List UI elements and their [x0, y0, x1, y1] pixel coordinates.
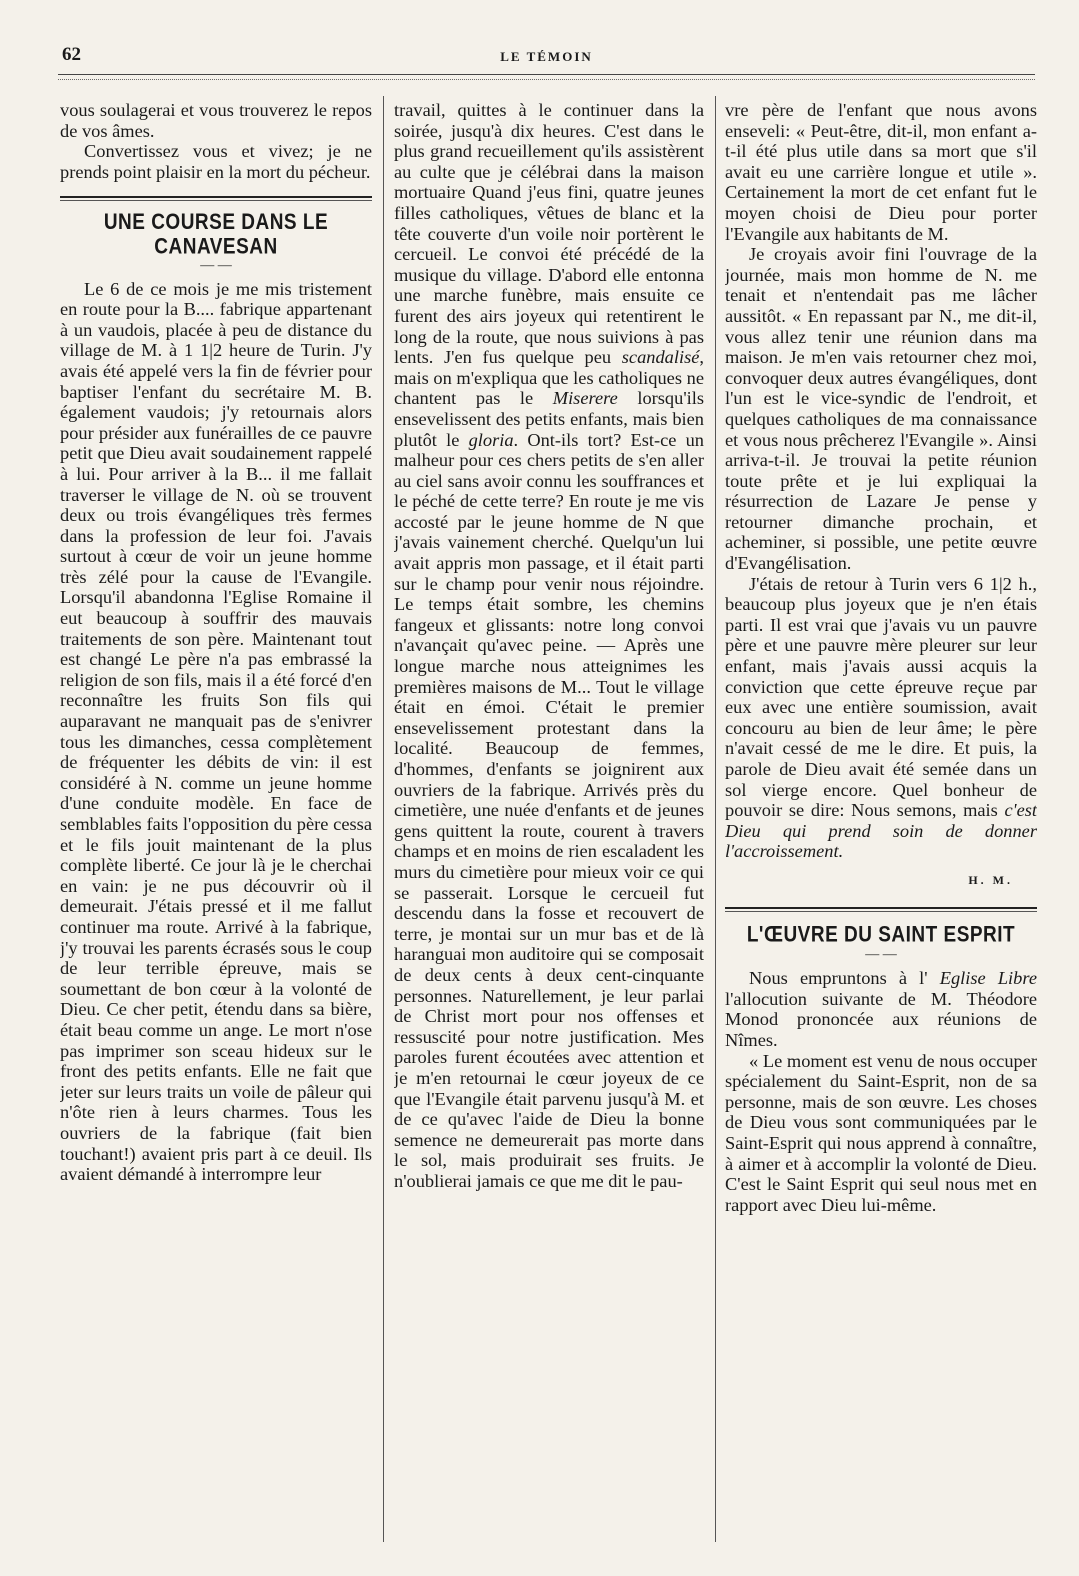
text-run: , mais on m'expliqua que les catholiques ne chantent pas le: [394, 347, 704, 409]
italic-text: Eglise Libre: [939, 968, 1037, 989]
paragraph: Je croyais avoir fini l'ouvrage de la journée, mais mon homme de N. me tenait et n'entendait pas me lâcher aussitôt. « En repassant par N., me dit-il, vous allez tenir une réunion dans ma maison. Je m'en vais retourner chez moi, convoquer deux autres évangéliques, dont l'un est le vice-syndic de l'endroit, et quelques catholiques de ma connaissance et vous nous prêcherez l'Evangile ». Ainsi arriva-t-il. Je trouvai la petite réunion toute prête et je lui expliquai la résurrection de Lazare Je pense y retourner dimanche prochain, et acheminer, si possible, une petite œuvre d'Evangélisation.: [725, 244, 1037, 574]
section-rule: [60, 200, 372, 201]
paragraph: « Le moment est venu de nous occuper spécialement du Saint-Esprit, non de sa personne, mais de son œuvre. Les choses de Dieu vous sont communiquées par le Saint-Esprit qui nous apprend à connaître, à aimer et à accomplir la volonté de Dieu. C'est le Saint Esprit qui seul nous met en rapport avec Dieu lui-même.: [725, 1050, 1037, 1215]
text-run: . Ont-ils tort? Est-ce un malheur pour ces chers petits de s'en aller au ciel sans avoir connu les souffrances et le péché de cette terre? En route je me vis accosté par le jeune homme de N que j'avais vainement cherché. Quelqu'un lui avait appris mon passage, et il était parti sur le champ pour venir nous réjoindre. Le temps était sombre, les chemins fangeux et glissants: notre long convoi n'avançait qu'avec peine. — Après une longue marche nous atteignimes les premières maisons de M... Tout le village était en émoi. C'était le premier ensevelissement protestant dans la localité. Beaucoup de femmes, d'hommes, d'enfants se joignirent aux ouvriers de la fabrique. Arrivés près du cimetière, une nuée d'enfants et de jeunes gens quittent la route, courent à travers champs et en moins de rien escaladent les murs du cimetière pour mieux voir ce qui se passerait. Lorsque le cercueil fut descendu dans la fosse et recouvert de terre, je montai sur un mur bas et de là haranguai mon auditoire qui se composait de deux cents à deux cent-cinquante personnes. Naturellement, je leur parlai de Christ mort pour nos offenses et ressuscité pour notre justification. Mes paroles furent écoutées avec attention et je m'en retournai le cœur joyeux de ce que l'Evangile était parvenu jusqu'à M. et de ce qu'avec l'aide de Dieu la bonne semence ne demeurerait pas morte dans le sol, mais produirait ses fruits. Je n'oublierai jamais ce que me dit le pau-: [394, 429, 704, 1191]
section-rule: [725, 907, 1037, 909]
page-number: 62: [62, 44, 81, 65]
article-title: UNE COURSE DANS LE CANAVESAN: [103, 211, 329, 259]
column-3: [725, 100, 1037, 1546]
paragraph: vous soulagerai et vous trouverez le repos de vos âmes.: [60, 100, 372, 141]
section-rule: [60, 196, 372, 198]
text-run: travail, quittes à le continuer dans la soirée, jusqu'à dix heures. C'est dans le plus grand recueillement qu'ils assistèrent au culte que je célébrai dans la maison mortuaire Quand j'eus fini, quatre jeunes filles catholiques, vêtues de blanc et la tête couverte d'un voile noir portèrent le cercueil. Le convoi été précédé de la musique du village. D'abord elle entonna une marche funèbre, mais ensuite ce furent des airs joyeux qui retentirent le long de la route, que nous suivions à pas lents. J'en fus quelque peu: [394, 100, 704, 368]
article-title: L'ŒUVRE DU SAINT ESPRIT: [746, 922, 1016, 948]
signature: H. M.: [968, 872, 1013, 887]
paragraph: vre père de l'enfant que nous avons enseveli: « Peut-être, dit-il, mon enfant a-t-il été plus utile dans sa mort que s'il avait eu une carrière longue et utile ». Certainement la mort de cet enfant fut le moyen choisi de Dieu pour porter l'Evangile aux habitants de M.: [725, 100, 1037, 244]
text-run: l'allocution suivante de M. Théodore Monod prononcée aux réunions de Nîmes.: [725, 988, 1037, 1050]
column-divider: [383, 96, 384, 1542]
italic-text: gloria: [468, 429, 514, 450]
italic-text: scandalisé: [621, 347, 700, 368]
paragraph: Le 6 de ce mois je me mis tristement en route pour la B.... fabrique appartenant à un vaudois, placée à peu de distance du village de M. à 1 1|2 heure de Turin. J'y avais été appelé vers la fin de février pour baptiser l'enfant du secrétaire M. B. également vaudois; j'y retournais alors pour présider aux funérailles de ce pauvre petit que Dieu avait soudainement rappelé à lui. Pour arriver à la B... il me fallait traverser le village de N. où se trouvent deux ou trois évangéliques très fermes dans la profession de leur foi. J'avais surtout à cœur de voir un jeune homme très zélé pour la cause de l'Evangile. Lorsqu'il abandonna l'Eglise Romaine il eut beaucoup à souffrir des mauvais traitements de son père. Maintenant tout est changé Le père n'a pas embrassé la religion de son fils, mais il a été forcé d'en reconnaître les fruits Son fils qui auparavant ne manquait pas de s'enivrer tous les dimanches, cessa complètement de fréquenter les débits de vin: il est considéré à N. comme un jeune homme d'une conduite modèle. En face de semblables faits l'opposition du père cessa et le fils jouit maintenant de la plus complète liberté. Ce jour là je le cherchai en vain: je ne pus découvrir où il demeurait. J'étais pressé et il me fallut continuer ma route. Arrivé à la fabrique, j'y trouvai les parents écrasés sous le coup de leur terrible épreuve, mais se soumettant de bon cœur à la volonté de Dieu. Ce cher petit, étendu dans sa bière, était beau comme un ange. Le mort n'ose pas imprimer son sceau hideux sur le front des petits enfants. Elle ne fait que jeter sur leurs traits un voile de pâleur qui n'ôte rien à leurs charmes. Tous les ouvriers de la fabrique (fait bien touchant!) avaient pris part à ce deuil. Ils avaient démandé à interrompre leur: [60, 278, 372, 1185]
header-rule: [58, 74, 1035, 80]
journal-title: LE TÉMOIN: [500, 49, 593, 64]
text-run: J'étais de retour à Turin vers 6 1|2 h., beaucoup plus joyeux que je n'en étais parti. Il est vrai que j'avais vu un pauvre père et une pauvre mère pleurer sur leur enfant, mais j'avais aussi acquis la conviction que cette épreuve reçue par eux avec une entière soumission, avait concouru au bien de leur âme; le père n'avait cessé de me le dire. Et puis, la parole de Dieu avait été semée dans un sol vierge encore. Quel bonheur de pouvoir se dire: Nous semons, mais: [725, 573, 1037, 821]
paragraph: [394, 100, 704, 1191]
page-header: [58, 44, 1035, 72]
paragraph: [725, 574, 1037, 862]
title-dash: — —: [200, 257, 232, 273]
italic-text: c'est Dieu qui prend soin de donner l'accroissement.: [725, 800, 1037, 862]
text-run: lorsqu'ils ensevelissent des petits enfants, mais bien plutôt le: [394, 388, 704, 450]
paragraph: Convertissez vous et vivez; je ne prends point plaisir en la mort du pécheur.: [60, 141, 372, 182]
title-dash: — —: [865, 947, 897, 963]
italic-text: Miserere: [552, 388, 618, 409]
column-1: [60, 100, 372, 1546]
section-rule: [725, 911, 1037, 912]
text-run: Nous empruntons à l': [749, 968, 940, 989]
column-divider: [715, 96, 716, 1542]
paragraph: [725, 968, 1037, 1050]
column-2: [394, 100, 704, 1546]
